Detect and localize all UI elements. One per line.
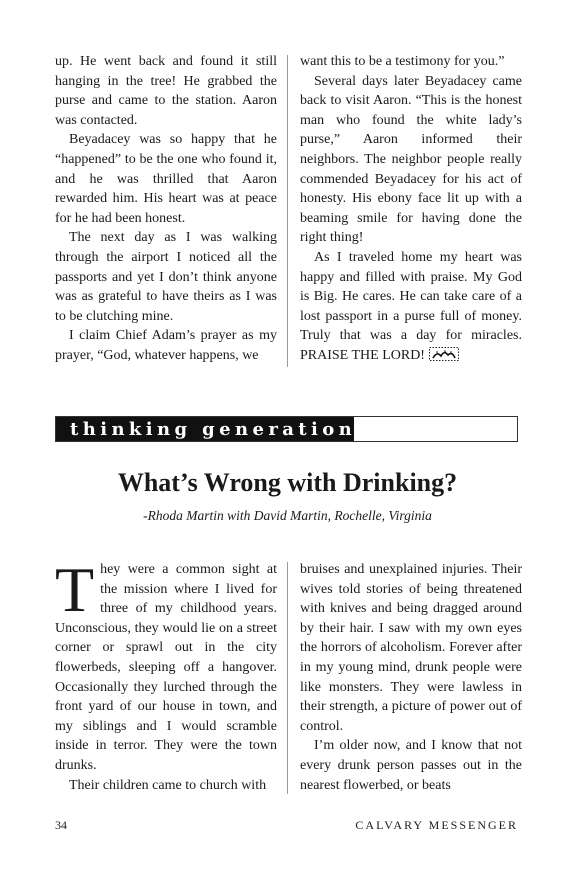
article-paragraph <box>55 554 277 776</box>
end-of-story-icon <box>429 347 459 361</box>
section-banner-label: thinking generation <box>56 417 354 441</box>
column-divider <box>287 55 288 367</box>
article-left-column <box>55 554 277 795</box>
article-paragraph: bruises and unexplained injuries. Their wives told stories of being threatened with knives and being dragged around by their hair. I saw with my own eyes the horrors of alcoholism. Forever after in my young mind, drunk people were like monsters. They were lawless in their strength, a picture of power out of control. <box>300 562 522 734</box>
article-byline: -Rhoda Martin with David Martin, Rochelle, Virginia <box>143 508 432 523</box>
story-closing-text: As I traveled home my heart was happy and filled with praise. My God is Big. He cares. He can take care of a lost passport in a purse full of money. Truly that was a day for miracles. PRAISE THE LORD! <box>300 249 522 363</box>
story-left-column <box>55 52 277 366</box>
story-paragraph <box>300 248 522 366</box>
article-title: What’s Wrong with Drinking? <box>117 468 458 497</box>
story-paragraph: want this to be a testimony for you.” <box>300 54 505 69</box>
story-right-column <box>300 52 522 366</box>
story-paragraph: I claim Chief Adam’s prayer as my prayer, “God, whatever happens, we <box>55 328 277 363</box>
article-first-paragraph-text: hey were a common sight at the mission where I lived for three of my childhood years. Unconscious, they would lie on a street corner or sprawl out in the city flowerbeds, sleeping off a hangover. Occasionally they lurched through the front yard of our house in town, and my siblings and I would scramble inside in terror. They were the town drunks. <box>55 562 277 773</box>
story-paragraph: Beyadacey was so happy that he “happened” to be the one who found it, and he was thrilled that Aaron rewarded him. His heart was at peace for he had been honest. <box>55 132 277 226</box>
page-number: 34 <box>55 818 67 832</box>
drop-cap: T <box>55 554 95 625</box>
article-right-column <box>300 560 522 795</box>
story-paragraph: The next day as I was walking through the airport I noticed all the passports and yet I don’t think anyone was as grateful to have theirs as I was to be clutching mine. <box>55 230 277 324</box>
story-paragraph: up. He went back and found it still hanging in the tree! He grabbed the purse and came to the station. Aaron was contacted. <box>55 54 277 128</box>
article-paragraph: Their children came to church with <box>69 777 267 793</box>
column-divider <box>287 562 288 794</box>
magazine-name: CALVARY MESSENGER <box>355 818 518 832</box>
section-banner <box>55 416 518 442</box>
story-paragraph: Several days later Beyadacey came back to visit Aaron. “This is the honest man who found the white lady’s purse,” Aaron informed their neighbors. The neighbor people really commended Beyadacey for his act of honesty. His ebony face lit up with a beaming smile for having done the right thing! <box>300 73 522 246</box>
article-paragraph: I’m older now, and I know that not every drunk person passes out in the nearest flowerbed, or beats <box>300 738 522 793</box>
